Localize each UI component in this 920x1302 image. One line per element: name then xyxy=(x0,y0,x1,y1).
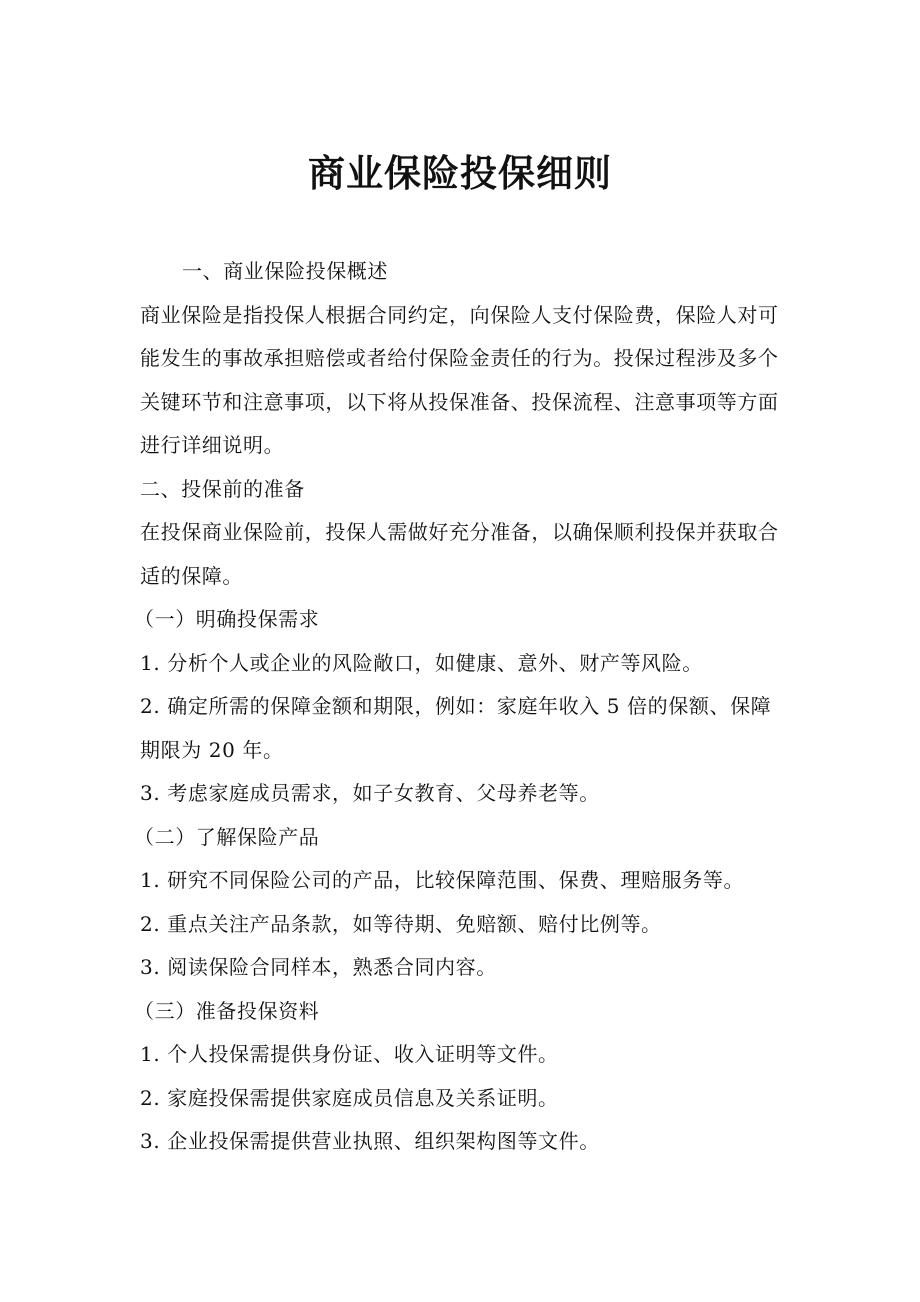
paragraph-preparation: 在投保商业保险前，投保人需做好充分准备，以确保顺利投保并获取合适的保障。 xyxy=(140,520,779,588)
list-item: 2. 确定所需的保障金额和期限，例如：家庭年收入 5 倍的保额、保障期限为 20 年。 xyxy=(140,694,772,762)
document-title: 商业保险投保细则 xyxy=(308,152,612,195)
section-heading-overview: 一、商业保险投保概述 xyxy=(182,259,388,283)
list-item: 1. 研究不同保险公司的产品，比较保障范围、保费、理赔服务等。 xyxy=(140,868,745,892)
list-item: 3. 企业投保需提供营业执照、组织架构图等文件。 xyxy=(140,1129,600,1153)
list-item: 2. 重点关注产品条款，如等待期、免赔额、赔付比例等。 xyxy=(140,911,662,936)
subsection-heading-materials: （三）准备投保资料 xyxy=(134,998,320,1023)
list-item: 1. 个人投保需提供身份证、收入证明等文件。 xyxy=(140,1042,559,1066)
list-item: 3. 阅读保险合同样本，熟悉合同内容。 xyxy=(140,955,497,979)
subsection-heading-products: （二）了解保险产品 xyxy=(134,824,320,849)
subsection-heading-needs: （一）明确投保需求 xyxy=(134,607,320,631)
paragraph-overview: 商业保险是指投保人根据合同约定，向保险人支付保险费，保险人对可能发生的事故承担赔偿或者给付保险金责任的行为。投保过程涉及多个关键环节和注意事项，以下将从投保准备、投保流程、注意事项等方面进行详细说明。 xyxy=(140,302,779,457)
document-body xyxy=(134,250,780,1164)
section-heading-preparation: 二、投保前的准备 xyxy=(140,476,305,501)
list-item: 2. 家庭投保需提供家庭成员信息及关系证明。 xyxy=(140,1085,559,1110)
list-item: 1. 分析个人或企业的风险敞口，如健康、意外、财产等风险。 xyxy=(140,650,703,675)
list-item: 3. 考虑家庭成员需求，如子女教育、父母养老等。 xyxy=(140,781,600,805)
